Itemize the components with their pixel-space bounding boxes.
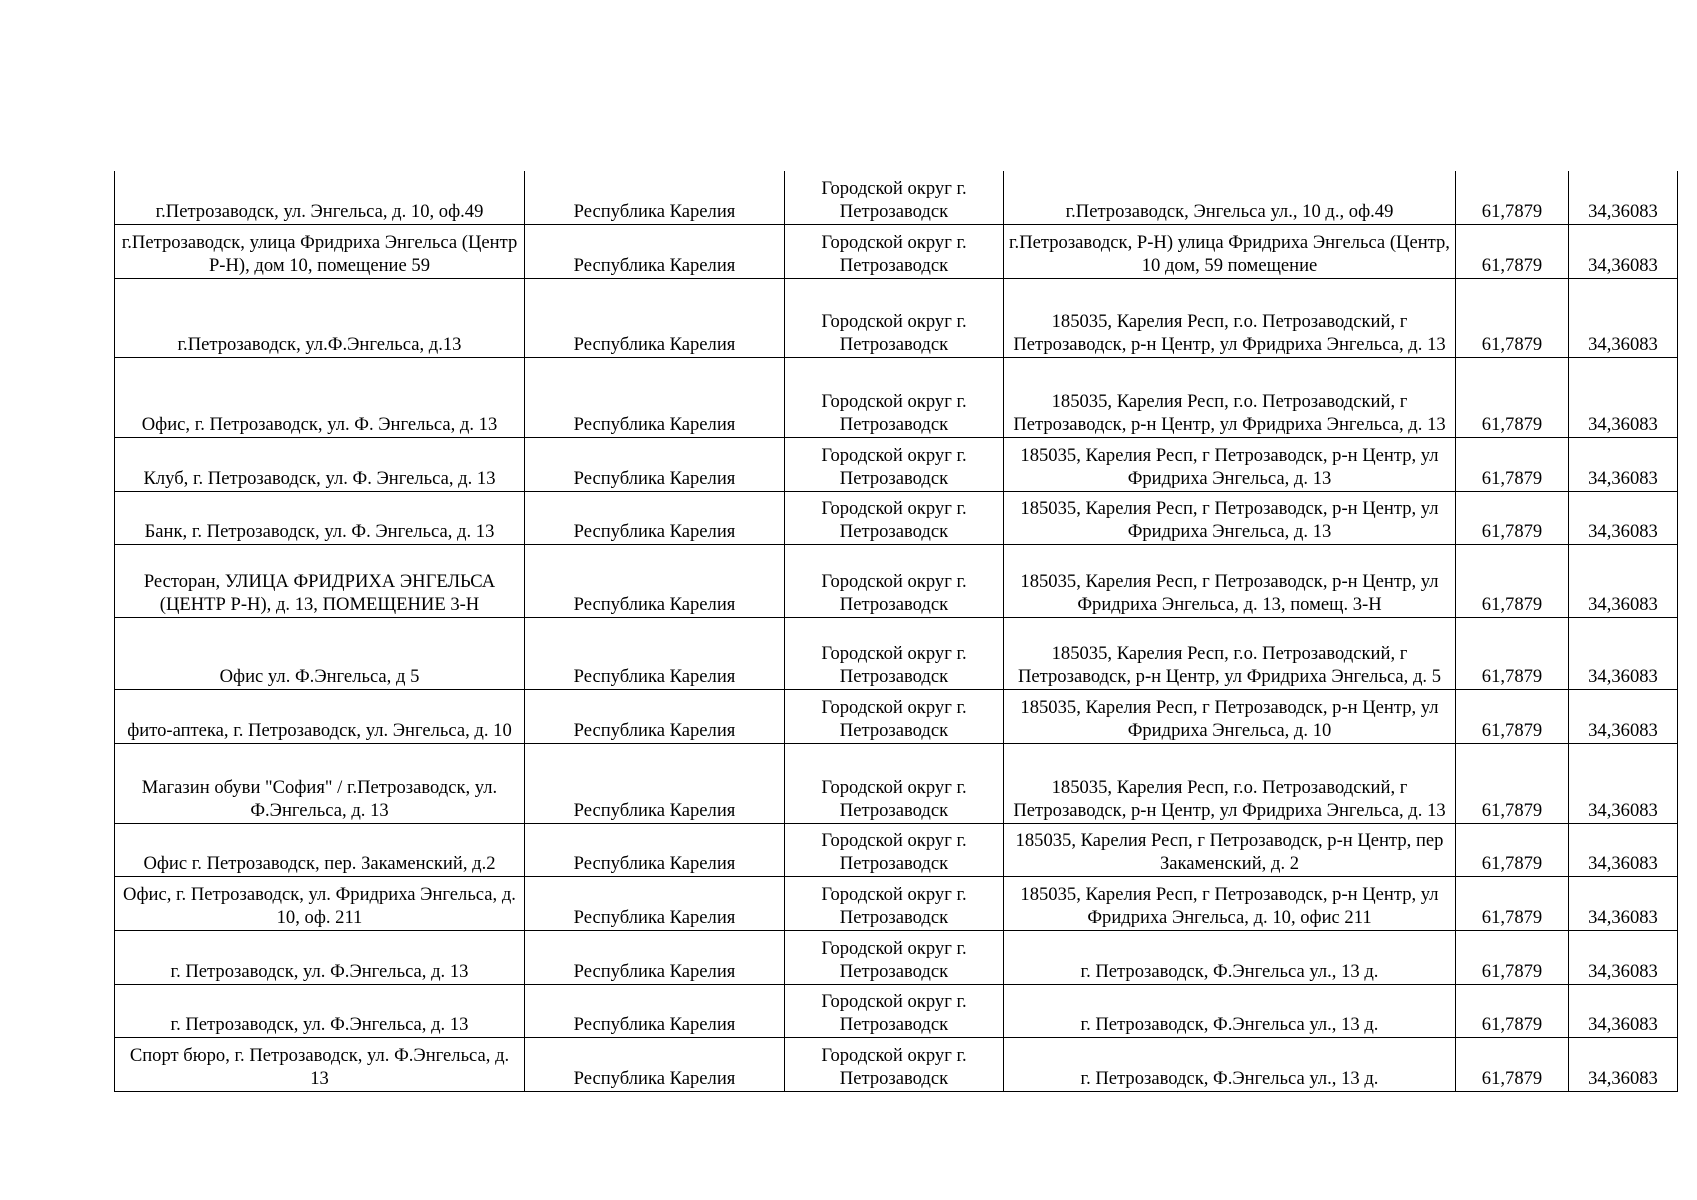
object-name-cell: Банк, г. Петрозаводск, ул. Ф. Энгельса, д. 13 [115,492,525,545]
address-cell: 185035, Карелия Респ, г Петрозаводск, р-н Центр, пер Закаменский, д. 2 [1004,824,1456,877]
longitude-cell: 34,36083 [1569,877,1678,931]
latitude-cell: 61,7879 [1456,877,1569,931]
table-row [115,985,1678,1038]
table-row [115,545,1678,618]
address-cell: г. Петрозаводск, Ф.Энгельса ул., 13 д. [1004,931,1456,985]
table-row [115,877,1678,931]
address-cell: г.Петрозаводск, Энгельса ул., 10 д., оф.49 [1004,171,1456,225]
table-row [115,492,1678,545]
latitude-cell: 61,7879 [1456,279,1569,358]
municipality-cell: Городской округ г. Петрозаводск [785,1038,1004,1092]
region-cell: Республика Карелия [525,438,785,492]
object-name-cell: Офис, г. Петрозаводск, ул. Ф. Энгельса, д. 13 [115,358,525,438]
longitude-cell: 34,36083 [1569,744,1678,824]
object-name-cell: фито-аптека, г. Петрозаводск, ул. Энгельса, д. 10 [115,690,525,744]
address-cell: 185035, Карелия Респ, г Петрозаводск, р-н Центр, ул Фридриха Энгельса, д. 13 [1004,438,1456,492]
region-cell: Республика Карелия [525,279,785,358]
table-row [115,279,1678,358]
latitude-cell: 61,7879 [1456,492,1569,545]
object-name-cell: г.Петрозаводск, ул.Ф.Энгельса, д.13 [115,279,525,358]
longitude-cell: 34,36083 [1569,438,1678,492]
table-row [115,824,1678,877]
municipality-cell: Городской округ г. Петрозаводск [785,225,1004,279]
address-cell: 185035, Карелия Респ, г.о. Петрозаводский, г Петрозаводск, р-н Центр, ул Фридриха Энгельса, д. 13 [1004,744,1456,824]
region-cell: Республика Карелия [525,824,785,877]
latitude-cell: 61,7879 [1456,824,1569,877]
municipality-cell: Городской округ г. Петрозаводск [785,877,1004,931]
latitude-cell: 61,7879 [1456,358,1569,438]
latitude-cell: 61,7879 [1456,931,1569,985]
address-cell: 185035, Карелия Респ, г Петрозаводск, р-н Центр, ул Фридриха Энгельса, д. 10, офис 211 [1004,877,1456,931]
municipality-cell: Городской округ г. Петрозаводск [785,492,1004,545]
municipality-cell: Городской округ г. Петрозаводск [785,545,1004,618]
address-cell: 185035, Карелия Респ, г Петрозаводск, р-н Центр, ул Фридриха Энгельса, д. 13, помещ. 3-Н [1004,545,1456,618]
region-cell: Республика Карелия [525,358,785,438]
longitude-cell: 34,36083 [1569,985,1678,1038]
municipality-cell: Городской округ г. Петрозаводск [785,690,1004,744]
object-name-cell: Офис, г. Петрозаводск, ул. Фридриха Энгельса, д. 10, оф. 211 [115,877,525,931]
address-cell: г. Петрозаводск, Ф.Энгельса ул., 13 д. [1004,985,1456,1038]
latitude-cell: 61,7879 [1456,618,1569,690]
object-name-cell: Клуб, г. Петрозаводск, ул. Ф. Энгельса, д. 13 [115,438,525,492]
latitude-cell: 61,7879 [1456,985,1569,1038]
region-cell: Республика Карелия [525,492,785,545]
address-cell: 185035, Карелия Респ, г.о. Петрозаводский, г Петрозаводск, р-н Центр, ул Фридриха Энгельса, д. 5 [1004,618,1456,690]
address-cell: 185035, Карелия Респ, г Петрозаводск, р-н Центр, ул Фридриха Энгельса, д. 10 [1004,690,1456,744]
longitude-cell: 34,36083 [1569,545,1678,618]
latitude-cell: 61,7879 [1456,744,1569,824]
longitude-cell: 34,36083 [1569,618,1678,690]
longitude-cell: 34,36083 [1569,358,1678,438]
municipality-cell: Городской округ г. Петрозаводск [785,824,1004,877]
latitude-cell: 61,7879 [1456,545,1569,618]
address-table-body [115,171,1678,1092]
region-cell: Республика Карелия [525,877,785,931]
region-cell: Республика Карелия [525,690,785,744]
region-cell: Республика Карелия [525,225,785,279]
region-cell: Республика Карелия [525,744,785,824]
municipality-cell: Городской округ г. Петрозаводск [785,358,1004,438]
longitude-cell: 34,36083 [1569,492,1678,545]
table-row [115,618,1678,690]
region-cell: Республика Карелия [525,618,785,690]
longitude-cell: 34,36083 [1569,824,1678,877]
address-cell: 185035, Карелия Респ, г.о. Петрозаводский, г Петрозаводск, р-н Центр, ул Фридриха Энгельса, д. 13 [1004,279,1456,358]
latitude-cell: 61,7879 [1456,690,1569,744]
longitude-cell: 34,36083 [1569,1038,1678,1092]
table-row [115,690,1678,744]
object-name-cell: Офис г. Петрозаводск, пер. Закаменский, д.2 [115,824,525,877]
table-row [115,171,1678,225]
region-cell: Республика Карелия [525,931,785,985]
longitude-cell: 34,36083 [1569,931,1678,985]
table-row [115,744,1678,824]
object-name-cell: г.Петрозаводск, ул. Энгельса, д. 10, оф.49 [115,171,525,225]
table-row [115,1038,1678,1092]
address-cell: 185035, Карелия Респ, г Петрозаводск, р-н Центр, ул Фридриха Энгельса, д. 13 [1004,492,1456,545]
object-name-cell: Ресторан, УЛИЦА ФРИДРИХА ЭНГЕЛЬСА (ЦЕНТР Р-Н), д. 13, ПОМЕЩЕНИЕ 3-Н [115,545,525,618]
municipality-cell: Городской округ г. Петрозаводск [785,171,1004,225]
table-row [115,438,1678,492]
object-name-cell: Спорт бюро, г. Петрозаводск, ул. Ф.Энгельса, д. 13 [115,1038,525,1092]
object-name-cell: Офис ул. Ф.Энгельса, д 5 [115,618,525,690]
address-cell: г. Петрозаводск, Ф.Энгельса ул., 13 д. [1004,1038,1456,1092]
latitude-cell: 61,7879 [1456,1038,1569,1092]
longitude-cell: 34,36083 [1569,225,1678,279]
latitude-cell: 61,7879 [1456,438,1569,492]
region-cell: Республика Карелия [525,1038,785,1092]
municipality-cell: Городской округ г. Петрозаводск [785,618,1004,690]
address-table [114,171,1678,1092]
municipality-cell: Городской округ г. Петрозаводск [785,931,1004,985]
region-cell: Республика Карелия [525,171,785,225]
municipality-cell: Городской округ г. Петрозаводск [785,279,1004,358]
latitude-cell: 61,7879 [1456,225,1569,279]
municipality-cell: Городской округ г. Петрозаводск [785,744,1004,824]
address-cell: 185035, Карелия Респ, г.о. Петрозаводский, г Петрозаводск, р-н Центр, ул Фридриха Энгельса, д. 13 [1004,358,1456,438]
object-name-cell: г. Петрозаводск, ул. Ф.Энгельса, д. 13 [115,985,525,1038]
longitude-cell: 34,36083 [1569,690,1678,744]
longitude-cell: 34,36083 [1569,279,1678,358]
region-cell: Республика Карелия [525,985,785,1038]
region-cell: Республика Карелия [525,545,785,618]
table-row [115,931,1678,985]
table-row [115,358,1678,438]
municipality-cell: Городской округ г. Петрозаводск [785,438,1004,492]
object-name-cell: г.Петрозаводск, улица Фридриха Энгельса (Центр Р-Н), дом 10, помещение 59 [115,225,525,279]
object-name-cell: Магазин обуви "София" / г.Петрозаводск, ул. Ф.Энгельса, д. 13 [115,744,525,824]
address-cell: г.Петрозаводск, Р-Н) улица Фридриха Энгельса (Центр, 10 дом, 59 помещение [1004,225,1456,279]
municipality-cell: Городской округ г. Петрозаводск [785,985,1004,1038]
latitude-cell: 61,7879 [1456,171,1569,225]
table-row [115,225,1678,279]
object-name-cell: г. Петрозаводск, ул. Ф.Энгельса, д. 13 [115,931,525,985]
longitude-cell: 34,36083 [1569,171,1678,225]
